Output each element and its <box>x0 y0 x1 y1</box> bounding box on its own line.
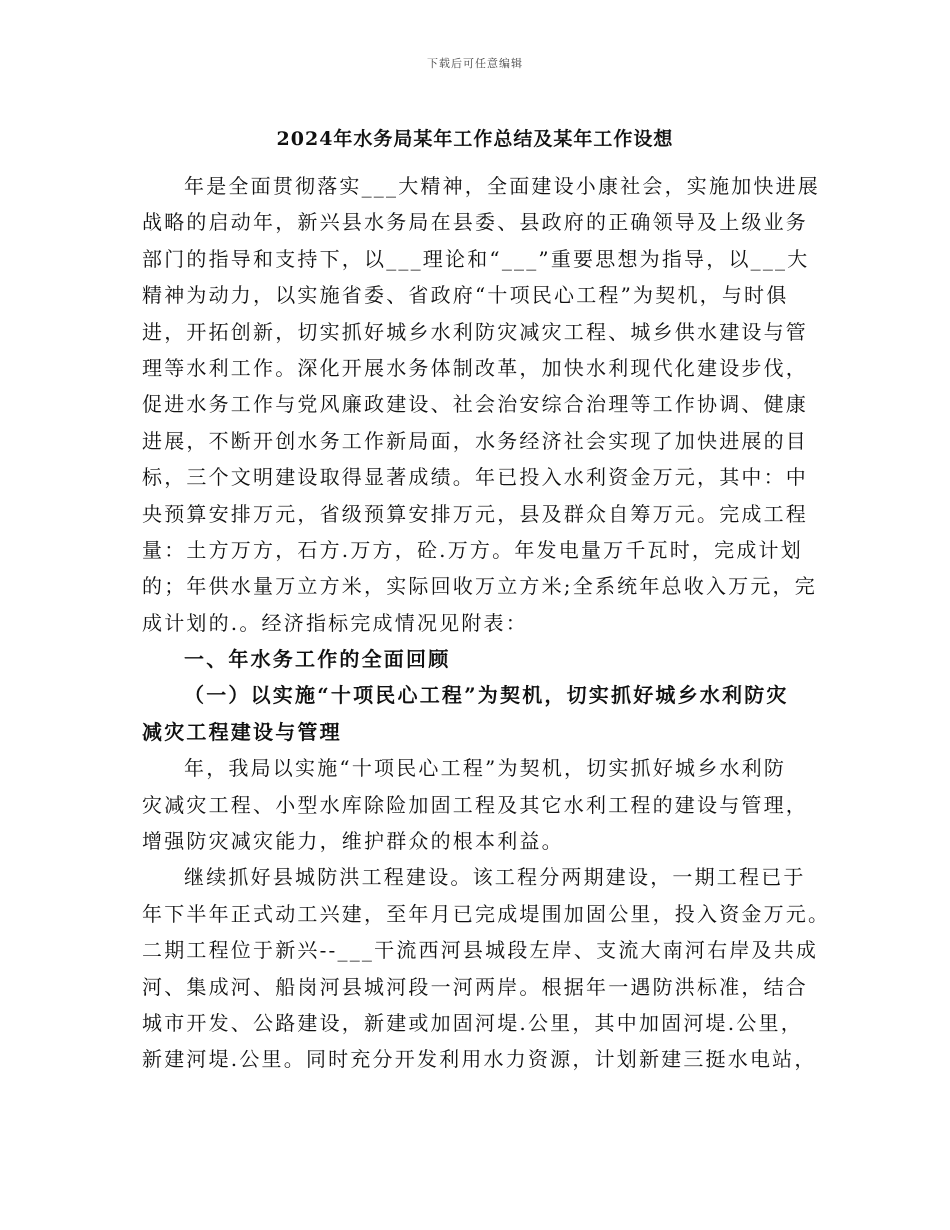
text-line: 新建河堤.公里。同时充分开发利用水力资源，计划新建三挺水电站， <box>142 1047 817 1072</box>
text-line: 增强防灾减灾能力，维护群众的根本利益。 <box>142 829 564 854</box>
heading-line: （一）以实施“十项民心工程”为契机，切实抓好城乡水利防灾 <box>184 683 789 708</box>
header-note: 下载后可任意编辑 <box>427 57 523 70</box>
text-line: 年是全面贯彻落实___大精神，全面建设小康社会，实施加快进展 <box>184 174 820 198</box>
heading-line: 一、年水务工作的全面回顾 <box>184 647 451 672</box>
text-line: 战略的启动年，新兴县水务局在县委、县政府的正确领导及上级业务 <box>142 210 808 235</box>
heading-line: 减灾工程建设与管理 <box>142 719 342 744</box>
text-line: 成计划的.。经济指标完成情况见附表： <box>142 610 528 635</box>
text-line: 精神为动力，以实施省委、省政府“十项民心工程”为契机，与时俱 <box>142 283 789 308</box>
text-line: 进展，不断开创水务工作新局面，水务经济社会实现了加快进展的目 <box>142 428 808 453</box>
text-line: 促进水务工作与党风廉政建设、社会治安综合治理等工作协调、健康 <box>142 392 808 417</box>
document-title: 2024年水务局某年工作总结及某年工作设想 <box>276 128 674 150</box>
text-line: 灾减灾工程、小型水库除险加固工程及其它水利工程的建设与管理， <box>142 792 808 817</box>
text-line: 量：土方万方，石方.万方，砼.万方。年发电量万千瓦时，完成计划 <box>142 537 803 562</box>
text-line: 部门的指导和支持下，以___理论和“___”重要思想为指导，以___大 <box>142 246 810 271</box>
text-line: 年，我局以实施“十项民心工程”为契机，切实抓好城乡水利防 <box>184 756 787 781</box>
text-line: 央预算安排万元，省级预算安排万元，县及群众自筹万元。完成工程 <box>142 501 808 526</box>
text-line: 继续抓好县城防洪工程建设。该工程分两期建设，一期工程已于 <box>184 865 806 890</box>
text-line: 城市开发、公路建设，新建或加固河堤.公里，其中加固河堤.公里， <box>142 1010 803 1035</box>
text-line: 二期工程位于新兴--___干流西河县城段左岸、支流大南河右岸及共成 <box>142 938 819 963</box>
text-line: 理等水利工作。深化开展水务体制改革，加快水利现代化建设步伐， <box>142 355 808 380</box>
text-line: 标，三个文明建设取得显著成绩。年已投入水利资金万元，其中：中 <box>142 465 808 490</box>
text-line: 年下半年正式动工兴建，至年月已完成堤围加固公里，投入资金万元。 <box>142 901 831 926</box>
text-line: 河、集成河、船岗河县城河段一河两岸。根据年一遇防洪标准，结合 <box>142 974 808 999</box>
document-body <box>142 168 831 1078</box>
text-line: 的；年供水量万立方米，实际回收万立方米;全系统年总收入万元，完 <box>142 574 817 599</box>
text-line: 进，开拓创新，切实抓好城乡水利防灾减灾工程、城乡供水建设与管 <box>142 319 808 344</box>
